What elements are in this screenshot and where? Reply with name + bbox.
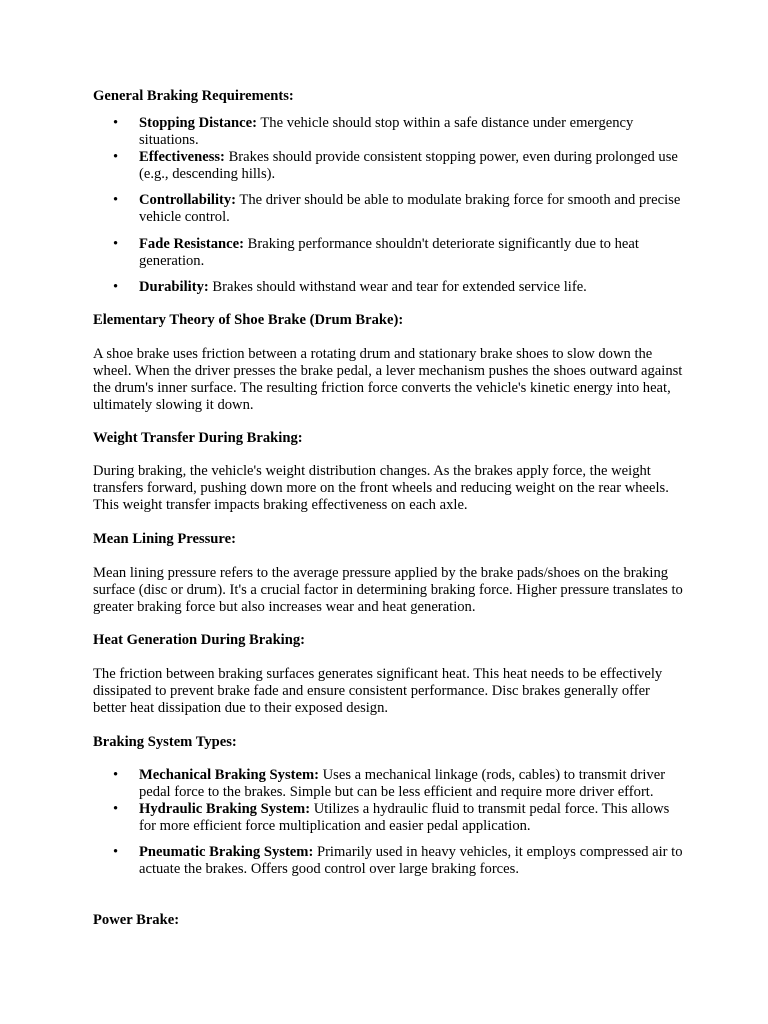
heading-weight-transfer: Weight Transfer During Braking: bbox=[93, 430, 303, 446]
paragraph-weight-transfer: During braking, the vehicle's weight distribution changes. As the brakes apply force, the weight transfers forward, pushing down more on the front wheels and reducing weight on the rear wheels. This weight transfer impacts braking effectiveness on each axle. bbox=[93, 463, 669, 513]
item-term: Effectiveness: bbox=[139, 149, 225, 165]
heading-general-requirements: General Braking Requirements: bbox=[93, 88, 294, 104]
item-text: Primarily used in heavy vehicles, it employs compressed air to actuate the brakes. Offers good control over large braking forces. bbox=[139, 844, 683, 877]
item-text: Braking performance shouldn't deteriorate significantly due to heat generation. bbox=[139, 236, 639, 269]
heading-power-brake: Power Brake: bbox=[93, 912, 180, 928]
list-item bbox=[93, 115, 669, 149]
list-item bbox=[93, 767, 669, 801]
heading-heat-generation: Heat Generation During Braking: bbox=[93, 632, 306, 648]
general-requirements-list bbox=[93, 115, 683, 296]
item-term: Fade Resistance: bbox=[139, 236, 244, 252]
item-term: Controllability: bbox=[139, 192, 237, 208]
item-text: The driver should be able to modulate braking force for smooth and precise vehicle control. bbox=[139, 192, 681, 225]
list-item bbox=[93, 192, 683, 226]
item-text: Uses a mechanical linkage (rods, cables) to transmit driver pedal force to the brakes. Simple but can be less efficient and require more driver effort. bbox=[139, 767, 666, 800]
system-types-list bbox=[93, 767, 683, 878]
heading-system-types: Braking System Types: bbox=[93, 734, 237, 750]
item-text: Brakes should withstand wear and tear for extended service life. bbox=[208, 279, 587, 295]
list-item bbox=[93, 149, 683, 183]
paragraph-heat-generation: The friction between braking surfaces generates significant heat. This heat needs to be effectively dissipated to prevent brake fade and ensure consistent performance. Disc brakes generally offer better heat dissipation due to their exposed design. bbox=[93, 666, 663, 716]
item-term: Mechanical Braking System: bbox=[139, 767, 319, 783]
paragraph-shoe-brake: A shoe brake uses friction between a rotating drum and stationary brake shoes to slow down the wheel. When the driver presses the brake pedal, a lever mechanism pushes the shoes outward against the drum's inner surface. The resulting friction force converts the vehicle's kinetic energy into heat, ultimately slowing it down. bbox=[93, 346, 683, 413]
paragraph-lining-pressure: Mean lining pressure refers to the average pressure applied by the brake pads/shoes on the braking surface (disc or drum). It's a crucial factor in determining braking force. Higher pressure translates to greater braking force but also increases wear and heat generation. bbox=[93, 565, 683, 615]
item-term: Hydraulic Braking System: bbox=[139, 801, 311, 817]
heading-lining-pressure: Mean Lining Pressure: bbox=[93, 531, 236, 547]
heading-shoe-brake: Elementary Theory of Shoe Brake (Drum Brake): bbox=[93, 312, 404, 328]
item-text: Brakes should provide consistent stopping power, even during prolonged use (e.g., descending hills). bbox=[139, 149, 678, 182]
list-item bbox=[93, 236, 683, 270]
item-text: Utilizes a hydraulic fluid to transmit pedal force. This allows for more efficient force multiplication and easier pedal application. bbox=[139, 801, 670, 834]
list-item bbox=[93, 279, 683, 296]
list-item bbox=[93, 844, 683, 878]
item-term: Durability: bbox=[139, 279, 209, 295]
list-item bbox=[93, 801, 683, 835]
item-term: Pneumatic Braking System: bbox=[139, 844, 314, 860]
item-text: The vehicle should stop within a safe distance under emergency situations. bbox=[139, 115, 634, 148]
item-term: Stopping Distance: bbox=[139, 115, 257, 131]
